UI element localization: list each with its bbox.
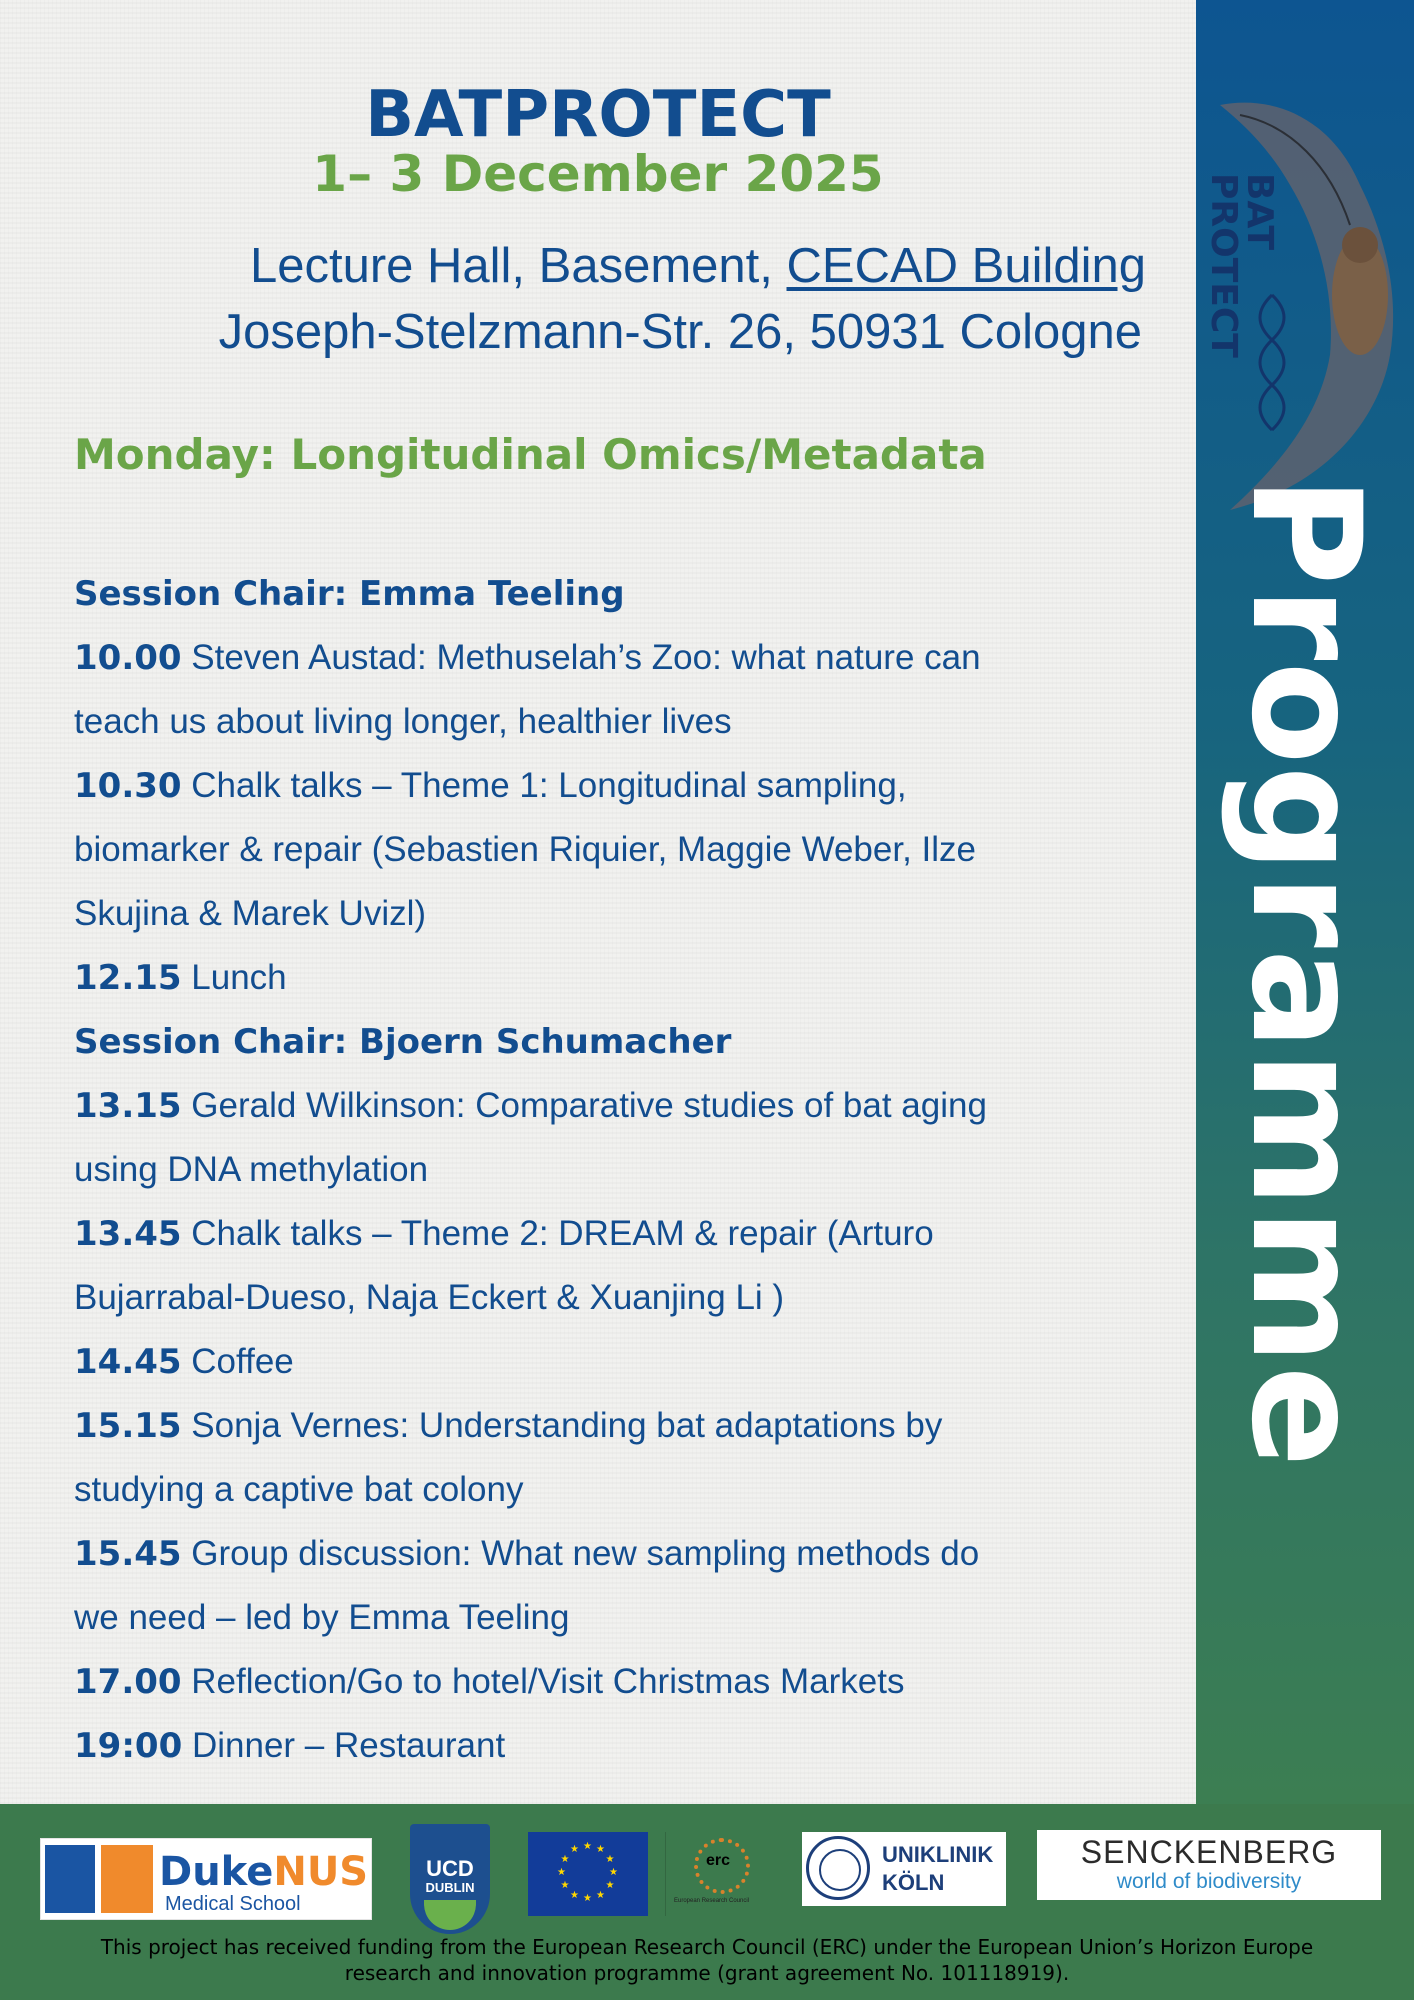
funding-statement [40, 1934, 1374, 1986]
eu-star-icon: ★ [560, 1854, 570, 1865]
schedule-item [74, 1074, 1184, 1138]
venue-line-1 [100, 238, 1146, 294]
eu-star-icon: ★ [560, 1880, 570, 1891]
eu-star-icon: ★ [583, 1893, 592, 1904]
erc-text: erc [706, 1852, 731, 1869]
day-heading: Monday: Longitudinal Omics/Metadata [74, 430, 987, 479]
schedule-text: Reflection/Go to hotel/Visit Christmas Markets [181, 1662, 905, 1701]
schedule-text: Coffee [181, 1342, 294, 1381]
schedule-item [74, 1394, 1184, 1458]
schedule-text: Dinner – Restaurant [182, 1726, 506, 1765]
schedule-item-continuation [74, 1266, 1184, 1330]
senckenberg-tagline: world of biodiversity [1116, 1870, 1302, 1893]
programme-list [74, 562, 1184, 1778]
schedule-item-continuation [74, 690, 1184, 754]
logo-protect-text: PROTECT [1203, 173, 1244, 358]
batprotect-logo [1203, 95, 1410, 515]
schedule-time: 13.45 [74, 1214, 182, 1254]
senckenberg-logo [1037, 1830, 1381, 1900]
duke-nus-name: DukeNUS [159, 1849, 369, 1895]
schedule-item-continuation [74, 818, 1184, 882]
schedule-item-continuation [74, 882, 1184, 946]
eu-star-icon: ★ [583, 1841, 592, 1852]
uniklinik-text: UNIKLINIK [882, 1842, 994, 1867]
schedule-item [74, 626, 1184, 690]
schedule-text: using DNA methylation [74, 1150, 429, 1189]
schedule-text: Gerald Wilkinson: Comparative studies of bat aging [181, 1086, 987, 1125]
schedule-item-continuation [74, 1586, 1184, 1650]
session-chair-label: Session Chair: Emma Teeling [74, 574, 625, 614]
funding-line-1: This project has received funding from the European Research Council (ERC) under the European Union’s Horizon Europe [100, 1935, 1314, 1959]
duke-shield-icon [45, 1845, 95, 1913]
schedule-text: Chalk talks – Theme 1: Longitudinal sampling, [181, 766, 907, 805]
schedule-item [74, 1202, 1184, 1266]
schedule-text: Sonja Vernes: Understanding bat adaptations by [181, 1406, 943, 1445]
eu-star-icon: ★ [596, 1844, 605, 1856]
schedule-text: teach us about living longer, healthier lives [74, 702, 732, 741]
senckenberg-text: SENCKENBERG [1080, 1834, 1338, 1870]
schedule-text: Chalk talks – Theme 2: DREAM & repair (Arturo [181, 1214, 934, 1253]
eu-star-icon: ★ [570, 1844, 579, 1856]
schedule-time: 14.45 [74, 1342, 182, 1382]
dublin-text: DUBLIN [425, 1880, 475, 1895]
schedule-text: biomarker & repair (Sebastien Riquier, Maggie Weber, Ilze [74, 830, 977, 869]
ucd-text: UCD [426, 1856, 474, 1881]
eu-star-icon: ★ [570, 1889, 579, 1901]
schedule-item [74, 754, 1184, 818]
schedule-time: 15.15 [74, 1406, 182, 1446]
schedule-text: studying a captive bat colony [74, 1470, 524, 1509]
schedule-item [74, 946, 1184, 1010]
cecad-building-link[interactable]: CECAD Building [786, 239, 1146, 293]
funding-line-2: research and innovation programme (grant agreement No. 101118919). [344, 1961, 1070, 1985]
schedule-text: Steven Austad: Methuselah’s Zoo: what nature can [181, 638, 981, 677]
koln-text: KÖLN [882, 1870, 945, 1895]
schedule-item [74, 1650, 1184, 1714]
dna-helix-icon [1260, 295, 1284, 430]
schedule-time: 10.30 [74, 766, 182, 806]
schedule-text: Group discussion: What new sampling methods do [181, 1534, 980, 1573]
nus-crest-icon [101, 1845, 153, 1913]
schedule-text: we need – led by Emma Teeling [74, 1598, 570, 1637]
session-chair [74, 1010, 1184, 1074]
schedule-time: 10.00 [74, 638, 182, 678]
schedule-time: 12.15 [74, 958, 182, 998]
eu-star-icon: ★ [605, 1880, 615, 1891]
erc-small-text: European Research Council [674, 1898, 750, 1904]
schedule-time: 17.00 [74, 1662, 182, 1702]
eu-star-icon: ★ [596, 1889, 605, 1901]
venue-hall: Lecture Hall, Basement, [249, 239, 787, 293]
eu-flag-logo [528, 1832, 648, 1916]
session-chair [74, 562, 1184, 626]
ucd-dublin-logo [410, 1824, 490, 1934]
schedule-text: Bujarrabal-Dueso, Naja Eckert & Xuanjing Li ) [74, 1278, 785, 1317]
harp-icon [424, 1900, 476, 1930]
event-title: BATPROTECT [365, 78, 831, 152]
uniklinik-koln-logo [802, 1832, 1006, 1906]
schedule-item [74, 1330, 1184, 1394]
schedule-item [74, 1714, 1184, 1778]
schedule-time: 15.45 [74, 1534, 182, 1574]
programme-vertical-title: Programme [1218, 475, 1392, 1469]
schedule-item-continuation [74, 1138, 1184, 1202]
schedule-item [74, 1522, 1184, 1586]
schedule-item-continuation [74, 1458, 1184, 1522]
venue-address: Joseph-Stelzmann-Str. 26, 50931 Cologne [218, 305, 1142, 359]
logo-bat-text: BAT [1239, 173, 1280, 251]
schedule-time: 13.15 [74, 1086, 182, 1126]
sponsor-footer [0, 1804, 1414, 2000]
erc-logo [665, 1832, 784, 1916]
schedule-text: Lunch [181, 958, 287, 997]
eu-star-icon: ★ [557, 1867, 566, 1878]
eu-star-icon: ★ [605, 1854, 615, 1865]
duke-nus-logo [40, 1838, 372, 1920]
eu-star-icon: ★ [609, 1867, 618, 1878]
university-seal-icon [806, 1836, 870, 1900]
event-dates: 1– 3 December 2025 [312, 145, 884, 203]
duke-medical-school: Medical School [165, 1893, 301, 1915]
session-chair-label: Session Chair: Bjoern Schumacher [74, 1022, 732, 1062]
schedule-time: 19:00 [74, 1726, 183, 1766]
schedule-text: Skujina & Marek Uvizl) [74, 894, 427, 933]
